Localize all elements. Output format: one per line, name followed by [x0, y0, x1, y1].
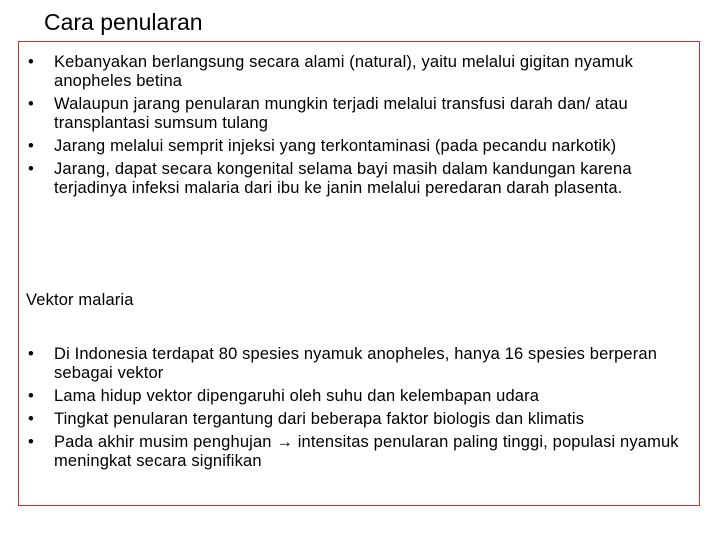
list-item-text: Di Indonesia terdapat 80 spesies nyamuk anopheles, hanya 16 spesies berperan sebagai vektor [54, 345, 658, 382]
transmission-list [19, 53, 693, 202]
content-box [18, 41, 700, 506]
bullet-icon: • [28, 95, 34, 113]
list-item [19, 387, 693, 406]
list-item-text: Walaupun jarang penularan mungkin terjadi melalui transfusi darah dan/ atau transplantasi sumsum tulang [54, 95, 628, 132]
list-item-text: Tingkat penularan tergantung dari beberapa faktor biologis dan klimatis [54, 410, 585, 428]
list-item [19, 345, 693, 383]
list-item [19, 160, 693, 198]
bullet-icon: • [28, 387, 34, 405]
list-item-text: Pada akhir musim penghujan → intensitas penularan paling tinggi, populasi nyamuk meningkat secara signifikan [54, 433, 679, 470]
list-item-text: Jarang, dapat secara kongenital selama bayi masih dalam kandungan karena terjadinya infeksi malaria dari ibu ke janin melalui peredaran darah plasenta. [54, 160, 632, 197]
list-item-text: Jarang melalui semprit injeksi yang terkontaminasi (pada pecandu narkotik) [54, 137, 617, 155]
section-heading: Vektor malaria [26, 291, 134, 309]
list-item-text: Lama hidup vektor dipengaruhi oleh suhu dan kelembapan udara [54, 387, 540, 405]
bullet-icon: • [28, 160, 34, 178]
slide-title: Cara penularan [44, 9, 203, 35]
list-item [19, 137, 693, 156]
list-item [19, 410, 693, 429]
bullet-icon: • [28, 53, 34, 71]
bullet-icon: • [28, 433, 34, 451]
list-item [19, 53, 693, 91]
list-item [19, 95, 693, 133]
list-item-text: Kebanyakan berlangsung secara alami (natural), yaitu melalui gigitan nyamuk anopheles betina [54, 53, 633, 90]
bullet-icon: • [28, 410, 34, 428]
bullet-icon: • [28, 137, 34, 155]
bullet-icon: • [28, 345, 34, 363]
list-item [19, 433, 693, 471]
vector-list [19, 345, 693, 475]
